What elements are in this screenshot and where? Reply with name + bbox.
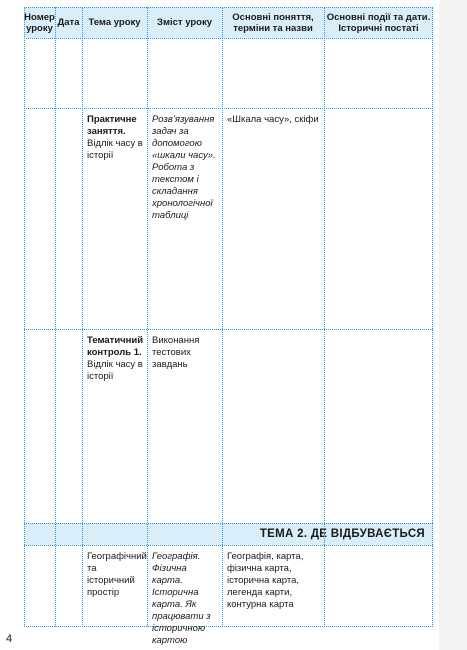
geo-topic-cell: Географічний та історичний простір: [87, 551, 147, 598]
control-topic-text: Відлік часу в історії: [87, 359, 143, 382]
topic-2-band: [24, 523, 433, 545]
grid-line: [24, 7, 433, 8]
practical-topic-title: Практичне заняття.: [87, 114, 137, 137]
header-lesson-number: Номер уроку: [24, 7, 55, 38]
practical-concepts-cell: «Шкала часу», скіфи: [227, 114, 319, 125]
grid-line: [24, 108, 433, 109]
grid-line: [432, 7, 433, 627]
header-topic: Тема уроку: [82, 7, 147, 38]
grid-line: [24, 626, 433, 627]
geo-content-cell: Географія. Фізична карта. Історична карта. Як працювати з історичною картою: [152, 551, 211, 646]
grid-line: [24, 523, 433, 524]
header-events: Основні події та дати. Історичні постаті: [324, 7, 433, 38]
control-topic-title: Тематичний контроль 1.: [87, 335, 144, 358]
grid-line: [82, 7, 83, 627]
page-margin-shade: [439, 0, 467, 650]
grid-line: [24, 38, 433, 39]
control-topic-cell: [87, 335, 145, 383]
grid-line: [55, 7, 56, 627]
geo-concepts-cell: Географія, карта, фізична карта, історична карта, легенда карти, контурна карта: [227, 551, 304, 610]
grid-line: [24, 7, 25, 627]
grid-line: [24, 545, 433, 546]
grid-line: [222, 7, 223, 627]
page-number: 4: [6, 633, 13, 645]
practical-topic-cell: [87, 114, 145, 162]
header-concepts: Основні поняття, терміни та назви: [222, 7, 324, 38]
control-content-cell: Виконання тестових завдань: [152, 335, 200, 370]
lesson-plan-table: [24, 7, 433, 646]
topic-2-title: ТЕМА 2. ДЕ ВІДБУВАЄТЬСЯ: [259, 528, 425, 540]
grid-line: [24, 329, 433, 330]
header-content: Зміст уроку: [147, 7, 222, 38]
grid-line: [147, 7, 148, 627]
grid-line: [324, 7, 325, 627]
practical-content-cell: Розв’язування задач за допомогою «шкали часу». Робота з текстом і складання хронологічної таблиці: [152, 114, 216, 221]
header-date: Дата: [55, 7, 82, 38]
practical-topic-text: Відлік часу в історії: [87, 138, 143, 161]
